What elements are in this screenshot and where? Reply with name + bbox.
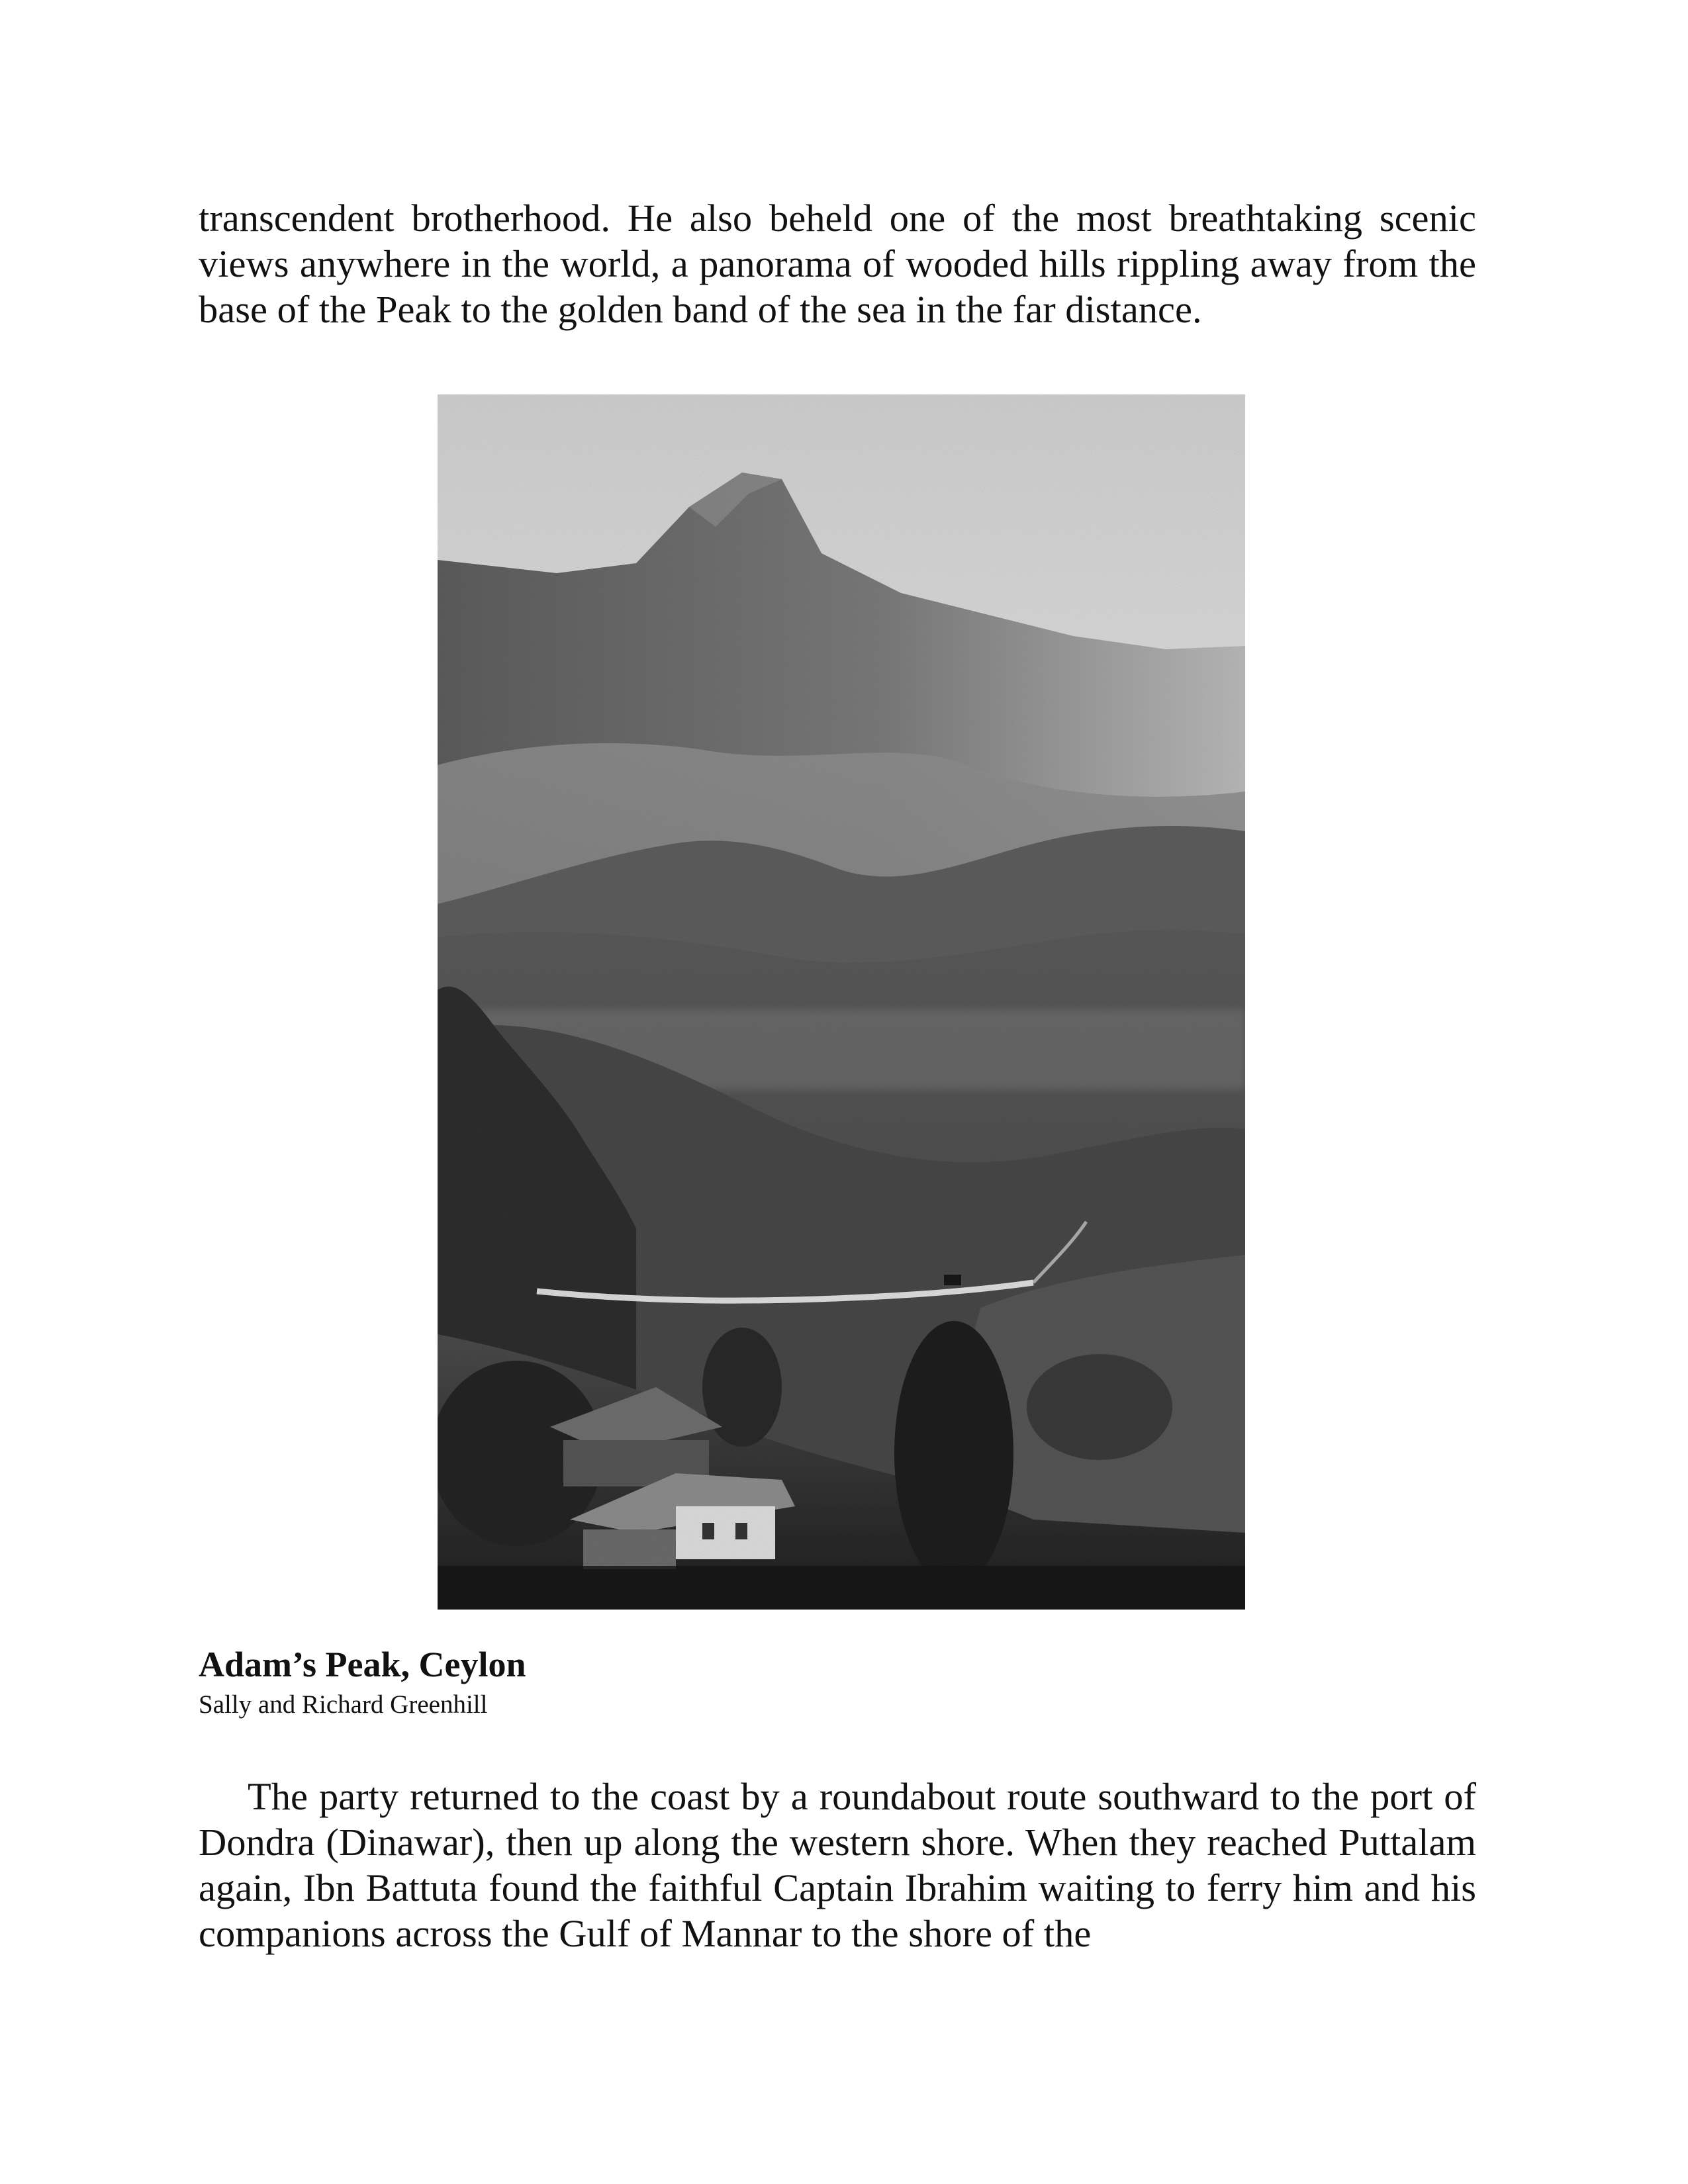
body-paragraph-bottom: The party returned to the coast by a roundabout route southward to the port of Dondra (Dinawar), then up along the western shore. When they reached Puttalam again, Ibn Battuta found the faithful Captain Ibrahim waiting to ferry him and his companions across the Gulf of Mannar to the shore of the bbox=[199, 1775, 1476, 1955]
body-paragraph-top: transcendent brotherhood. He also beheld one of the most breathtaking scenic views anywhere in the world, a panorama of wooded hills rippling away from the base of the Peak to the golden band of the sea in the far distance. bbox=[199, 197, 1476, 331]
figure-caption-title: Adam’s Peak, Ceylon bbox=[199, 1645, 526, 1684]
figure-photo-credit: Sally and Richard Greenhill bbox=[199, 1690, 488, 1719]
adams-peak-photograph bbox=[438, 394, 1245, 1610]
